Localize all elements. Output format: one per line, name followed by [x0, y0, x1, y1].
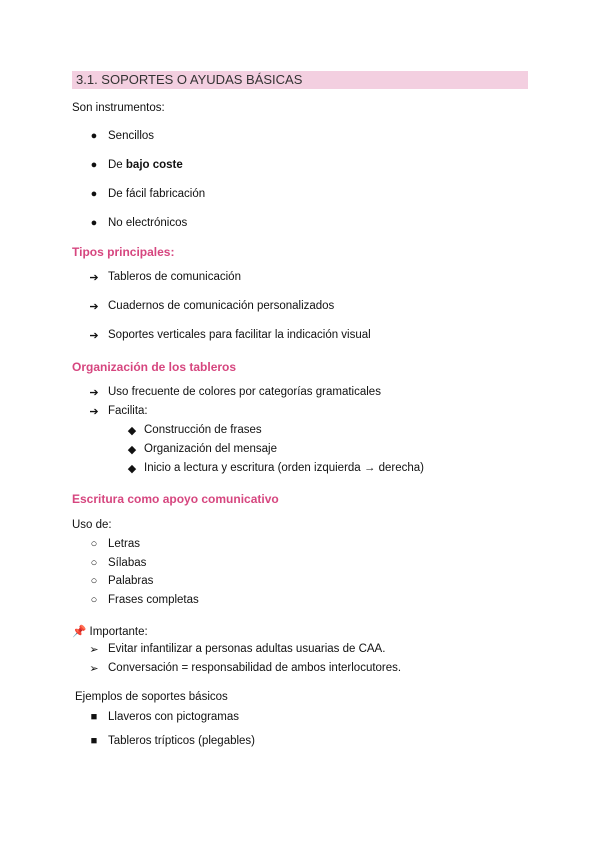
tipos-heading: Tipos principales: — [72, 245, 175, 259]
escritura-heading: Escritura como apoyo comunicativo — [72, 492, 279, 506]
escritura-item: Letras — [108, 538, 140, 550]
circle-bullet-icon: ○ — [90, 575, 98, 587]
disc-bullet-icon: ● — [90, 159, 98, 171]
organizacion-heading: Organización de los tableros — [72, 360, 237, 374]
organizacion-subitem: Construcción de frases — [144, 424, 262, 436]
escritura-item: Sílabas — [108, 557, 147, 569]
ejemplos-heading: Ejemplos de soportes básicos — [75, 691, 228, 703]
disc-bullet-icon: ● — [90, 217, 98, 229]
ejemplos-item: Tableros trípticos (plegables) — [108, 735, 256, 747]
organizacion-item: Facilita: — [108, 405, 148, 417]
importante-item: Evitar infantilizar a personas adultas usuarias de CAA. — [108, 643, 386, 655]
tipos-item: Soportes verticales para facilitar la indicación visual — [108, 329, 371, 341]
diamond-bullet-icon: ◆ — [127, 425, 137, 437]
circle-bullet-icon: ○ — [90, 538, 98, 550]
organizacion-subitem: Inicio a lectura y escritura (orden izquierda → derecha) — [144, 462, 424, 474]
intro-text: Son instrumentos: — [72, 102, 165, 114]
arrow-bullet-icon: ➔ — [89, 387, 99, 399]
organizacion-subitem: Organización del mensaje — [144, 443, 277, 455]
arrow-bullet-icon: ➔ — [89, 301, 99, 313]
diamond-bullet-icon: ◆ — [127, 444, 137, 456]
diamond-bullet-icon: ◆ — [127, 463, 137, 475]
disc-bullet-icon: ● — [90, 130, 98, 142]
circle-bullet-icon: ○ — [90, 594, 98, 606]
feature-item: No electrónicos — [108, 217, 188, 229]
escritura-intro: Uso de: — [72, 519, 112, 531]
arrowhead-bullet-icon: ➢ — [89, 663, 99, 675]
square-bullet-icon: ■ — [90, 711, 98, 723]
importante-item: Conversación = responsabilidad de ambos interlocutores. — [108, 662, 402, 674]
tipos-item: Tableros de comunicación — [108, 271, 241, 283]
escritura-item: Frases completas — [108, 594, 199, 606]
arrow-bullet-icon: ➔ — [89, 272, 99, 284]
escritura-item: Palabras — [108, 575, 154, 587]
arrow-bullet-icon: ➔ — [89, 330, 99, 342]
importante-label: 📌 Importante: — [72, 626, 148, 638]
organizacion-item: Uso frecuente de colores por categorías gramaticales — [108, 386, 381, 398]
section-title: 3.1. SOPORTES O AYUDAS BÁSICAS — [76, 72, 303, 87]
feature-item: De bajo coste — [108, 159, 183, 171]
pushpin-icon: 📌 — [72, 626, 87, 638]
tipos-item: Cuadernos de comunicación personalizados — [108, 300, 335, 312]
disc-bullet-icon: ● — [90, 188, 98, 200]
arrow-bullet-icon: ➔ — [89, 406, 99, 418]
arrowhead-bullet-icon: ➢ — [89, 644, 99, 656]
feature-item: De fácil fabricación — [108, 188, 206, 200]
ejemplos-item: Llaveros con pictogramas — [108, 711, 240, 723]
square-bullet-icon: ■ — [90, 735, 98, 747]
feature-item: Sencillos — [108, 130, 155, 142]
circle-bullet-icon: ○ — [90, 557, 98, 569]
section-heading-bar — [72, 71, 528, 89]
